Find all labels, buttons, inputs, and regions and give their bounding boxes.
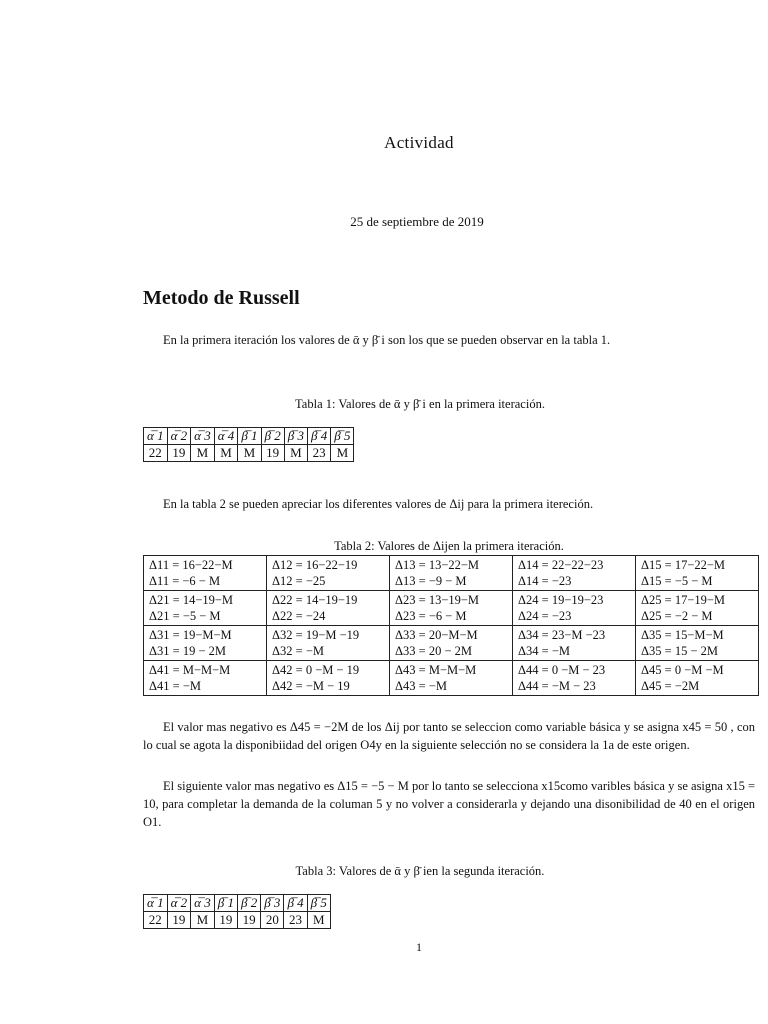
table2-cell [144, 661, 267, 696]
table-cell: α̅ 2 [167, 895, 191, 912]
table2-row [144, 556, 759, 591]
delta-line: Δ44 = 0 −M − 23 [518, 663, 606, 677]
intro-paragraph: En la primera iteración los valores de ᾱ y β̄ i son los que se pueden observar en la tabla 1. [163, 333, 611, 347]
delta-line: Δ34 = 23−M −23 [518, 628, 606, 642]
table-cell: β̅ 2 [237, 895, 260, 912]
table-cell: β̅ 3 [284, 428, 307, 445]
table3-header-row [144, 895, 331, 912]
table2-cell [144, 591, 267, 626]
table2-cell [390, 591, 513, 626]
table2-intro: En la tabla 2 se pueden apreciar los diferentes valores de Δij para la primera itereción. [163, 497, 594, 511]
delta-line: Δ31 = 19−M−M [149, 628, 232, 642]
table-cell: 22 [144, 912, 168, 929]
table2-cell [513, 591, 636, 626]
delta-line: Δ14 = −23 [518, 574, 572, 588]
table2-cell [390, 661, 513, 696]
table-cell: β̅ 5 [307, 895, 330, 912]
table-cell: β̅ 2 [261, 428, 284, 445]
table-cell: 19 [214, 912, 237, 929]
delta-line: Δ12 = −25 [272, 574, 326, 588]
table1-value-row [144, 445, 354, 462]
delta-line: Δ11 = −6 − M [149, 574, 221, 588]
delta-line: Δ44 = −M − 23 [518, 679, 596, 693]
table1-header-row [144, 428, 354, 445]
delta-line: Δ34 = −M [518, 644, 571, 658]
delta-line: Δ42 = −M − 19 [272, 679, 350, 693]
delta-line: Δ43 = M−M−M [395, 663, 477, 677]
table-cell: M [307, 912, 330, 929]
table-cell: M [191, 912, 215, 929]
table1 [143, 427, 354, 462]
delta-line: Δ24 = 19−19−23 [518, 593, 604, 607]
table-cell: M [191, 445, 215, 462]
paragraph-2: El valor mas negativo es Δ45 = −2M de los Δij por tanto se seleccion como variable básica y se asigna x45 = 50 , con lo cual se agota la disponibiidad del origen O4y en la siguiente selección no se considera la 1a de este origen. [143, 720, 755, 752]
table-cell: β̅ 3 [261, 895, 284, 912]
delta-line: Δ23 = −6 − M [395, 609, 467, 623]
table2 [143, 555, 759, 696]
delta-line: Δ12 = 16−22−19 [272, 558, 358, 572]
delta-line: Δ41 = −M [149, 679, 202, 693]
table2-cell [636, 626, 759, 661]
table-cell: α̅ 4 [214, 428, 238, 445]
delta-line: Δ22 = 14−19−19 [272, 593, 358, 607]
table2-cell [513, 556, 636, 591]
table2-cell [390, 626, 513, 661]
table-cell: α̅ 3 [191, 428, 215, 445]
delta-line: Δ22 = −24 [272, 609, 326, 623]
table2-caption: Tabla 2: Valores de Δijen la primera iteración. [334, 539, 564, 553]
table2-row [144, 661, 759, 696]
table-cell: 22 [144, 445, 168, 462]
page-number: 1 [416, 940, 422, 954]
table-cell: M [331, 445, 354, 462]
table-cell: β̅ 4 [284, 895, 307, 912]
table-cell: α̅ 2 [167, 428, 191, 445]
delta-line: Δ23 = 13−19−M [395, 593, 480, 607]
delta-line: Δ11 = 16−22−M [149, 558, 233, 572]
table-cell: 19 [237, 912, 260, 929]
delta-line: Δ21 = −5 − M [149, 609, 221, 623]
table2-cell [636, 556, 759, 591]
table2-cell [144, 556, 267, 591]
table-cell: M [238, 445, 261, 462]
table2-row [144, 591, 759, 626]
delta-line: Δ15 = 17−22−M [641, 558, 726, 572]
table2-cell [636, 661, 759, 696]
table2-row [144, 626, 759, 661]
table3 [143, 894, 331, 929]
delta-line: Δ21 = 14−19−M [149, 593, 234, 607]
delta-line: Δ33 = 20 − 2M [395, 644, 473, 658]
table-cell: β̅ 4 [308, 428, 331, 445]
table-cell: β̅ 5 [331, 428, 354, 445]
delta-line: Δ32 = 19−M −19 [272, 628, 360, 642]
table-cell: M [214, 445, 238, 462]
table-cell: 19 [167, 912, 191, 929]
document-date: 25 de septiembre de 2019 [350, 214, 484, 229]
table-cell: 20 [261, 912, 284, 929]
table1-caption: Tabla 1: Valores de ᾱ y β̄ i en la primera iteración. [295, 397, 545, 411]
table-cell: α̅ 1 [144, 428, 168, 445]
document-title: Actividad [384, 133, 454, 152]
delta-line: Δ13 = 13−22−M [395, 558, 480, 572]
table2-cell [636, 591, 759, 626]
table3-value-row [144, 912, 331, 929]
table2-cell [267, 661, 390, 696]
table2-cell [513, 661, 636, 696]
delta-line: Δ24 = −23 [518, 609, 572, 623]
table-cell: 23 [284, 912, 307, 929]
table2-cell [390, 556, 513, 591]
delta-line: Δ25 = −2 − M [641, 609, 713, 623]
table3-caption: Tabla 3: Valores de ᾱ y β̄ ien la segunda iteración. [295, 864, 545, 878]
delta-line: Δ13 = −9 − M [395, 574, 467, 588]
table-cell: 19 [167, 445, 191, 462]
delta-line: Δ15 = −5 − M [641, 574, 713, 588]
table2-cell [267, 556, 390, 591]
delta-line: Δ45 = −2M [641, 679, 700, 693]
delta-line: Δ41 = M−M−M [149, 663, 231, 677]
table-cell: α̅ 1 [144, 895, 168, 912]
delta-line: Δ35 = 15−M−M [641, 628, 724, 642]
table-cell: 19 [261, 445, 284, 462]
table2-cell [513, 626, 636, 661]
delta-line: Δ25 = 17−19−M [641, 593, 726, 607]
paragraph-3: El siguiente valor mas negativo es Δ15 = −5 − M por lo tanto se selecciona x15como varibles básica y se asigna x15 = 10, para completar la demanda de la columan 5 y no volver a considerarla y dejando una disonibilidad de 40 en el origen O1. [143, 779, 755, 829]
delta-line: Δ45 = 0 −M −M [641, 663, 724, 677]
table-cell: β̅ 1 [214, 895, 237, 912]
delta-line: Δ35 = 15 − 2M [641, 644, 719, 658]
table-cell: β̅ 1 [238, 428, 261, 445]
table2-cell [267, 626, 390, 661]
delta-line: Δ42 = 0 −M − 19 [272, 663, 360, 677]
delta-line: Δ31 = 19 − 2M [149, 644, 227, 658]
delta-line: Δ14 = 22−22−23 [518, 558, 604, 572]
delta-line: Δ33 = 20−M−M [395, 628, 478, 642]
table-cell: M [284, 445, 307, 462]
table2-cell [144, 626, 267, 661]
table-cell: 23 [308, 445, 331, 462]
table-cell: α̅ 3 [191, 895, 215, 912]
delta-line: Δ43 = −M [395, 679, 448, 693]
section-heading: Metodo de Russell [143, 287, 300, 309]
table2-cell [267, 591, 390, 626]
delta-line: Δ32 = −M [272, 644, 325, 658]
